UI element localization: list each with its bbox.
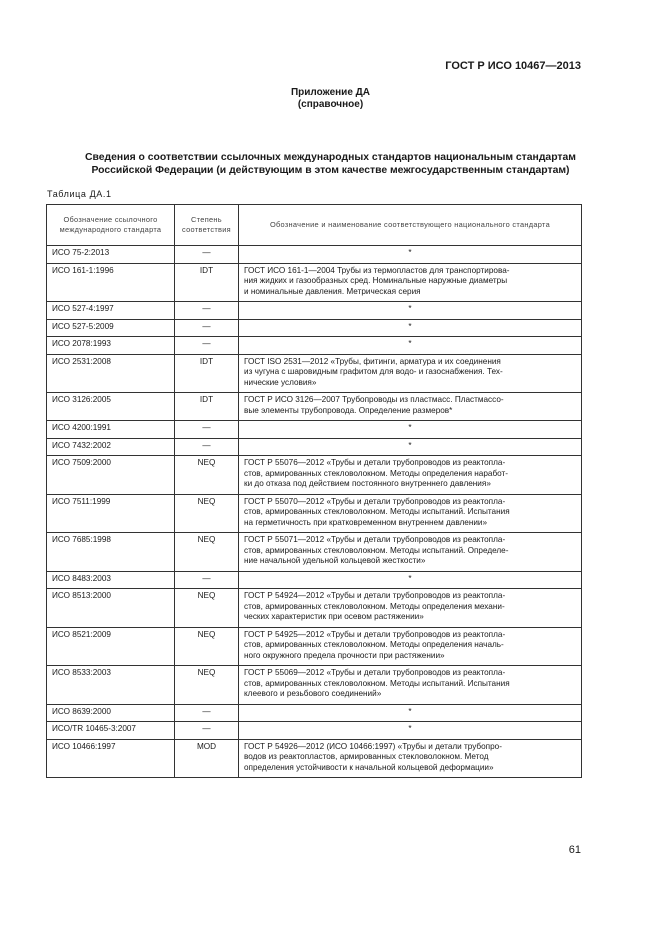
cell-line: * xyxy=(408,573,412,583)
table-row xyxy=(47,704,582,722)
cell-degree: NEQ xyxy=(175,589,239,628)
cell-degree: — xyxy=(175,302,239,320)
cell-degree: — xyxy=(175,246,239,264)
cell-line: стов, армированных стекловолокном. Методы определения началь- xyxy=(244,640,504,649)
cell-national-standard xyxy=(239,704,582,722)
cell-national-standard xyxy=(239,494,582,533)
document-id: ГОСТ Р ИСО 10467—2013 xyxy=(445,60,581,72)
cell-line: ГОСТ Р 54926—2012 (ИСО 10466:1997) «Трубы и детали трубопро- xyxy=(244,741,502,751)
column-header-national: Обозначение и наименование соответствующего национального стандарта xyxy=(239,205,582,246)
cell-national-standard xyxy=(239,246,582,264)
cell-degree: IDT xyxy=(175,393,239,421)
cell-line: водов из реактопластов, армированных стекловолокном. Метод xyxy=(244,752,489,761)
cell-international-standard: ИСО 527-4:1997 xyxy=(47,302,175,320)
table-row xyxy=(47,263,582,302)
cell-international-standard: ИСО 7685:1998 xyxy=(47,533,175,572)
table-row xyxy=(47,337,582,355)
cell-national-standard xyxy=(239,438,582,456)
cell-international-standard: ИСО 75-2:2013 xyxy=(47,246,175,264)
cell-national-standard xyxy=(239,319,582,337)
table-row xyxy=(47,739,582,778)
cell-degree: NEQ xyxy=(175,627,239,666)
cell-national-standard xyxy=(239,739,582,778)
cell-international-standard: ИСО 8533:2003 xyxy=(47,666,175,705)
table-row xyxy=(47,319,582,337)
cell-line: * xyxy=(408,248,412,257)
table-row xyxy=(47,533,582,572)
table-row xyxy=(47,494,582,533)
cell-national-standard xyxy=(239,456,582,495)
cell-line: на герметичность при кратковременном внутреннем давлении» xyxy=(244,517,488,527)
column-header-international: Обозначение ссылочного международного стандарта xyxy=(47,205,175,246)
table-row xyxy=(47,666,582,705)
cell-international-standard: ИСО 2531:2008 xyxy=(47,354,175,393)
cell-international-standard: ИСО 2078:1993 xyxy=(47,337,175,355)
cell-international-standard: ИСО 7432:2002 xyxy=(47,438,175,456)
cell-line: клеевого и резьбового соединений» xyxy=(244,689,382,698)
cell-degree: — xyxy=(175,704,239,722)
cell-line: * xyxy=(408,724,412,733)
table-row xyxy=(47,722,582,740)
table-row xyxy=(47,302,582,320)
section-heading-line: Сведения о соответствии ссылочных международных стандартов национальным стандартам xyxy=(85,152,576,163)
appendix-subtitle: (справочное) xyxy=(297,99,364,110)
cell-line: стов, армированных стекловолокном. Методы определения наработ- xyxy=(244,468,509,478)
cell-line: ГОСТ Р 55071—2012 «Трубы и детали трубопроводов из реактопла- xyxy=(244,535,506,544)
cell-national-standard xyxy=(239,393,582,421)
cell-degree: — xyxy=(175,421,239,439)
column-header-degree: Степень соответствия xyxy=(175,205,239,246)
page-number: 61 xyxy=(568,844,581,856)
cell-degree: MOD xyxy=(175,739,239,778)
table-row xyxy=(47,246,582,264)
cell-national-standard xyxy=(239,533,582,572)
cell-international-standard: ИСО 4200:1991 xyxy=(47,421,175,439)
table-row xyxy=(47,627,582,666)
cell-line: нические условия» xyxy=(244,377,317,387)
cell-line: стов, армированных стекловолокном. Методы испытаний. Определе- xyxy=(244,545,509,555)
table-row xyxy=(47,571,582,589)
cell-national-standard xyxy=(239,627,582,666)
cell-line: стов, армированных стекловолокном. Методы определения механи- xyxy=(244,601,505,611)
cell-international-standard: ИСО 10466:1997 xyxy=(47,739,175,778)
cell-line: ГОСТ Р 55070—2012 «Трубы и детали трубопроводов из реактопла- xyxy=(244,496,506,506)
cell-line: ческих характеристик при осевом растяжении» xyxy=(244,612,424,621)
cell-degree: — xyxy=(175,337,239,355)
cell-national-standard xyxy=(239,302,582,320)
cell-line: из чугуна с шаровидным графитом для водо- и газоснабжения. Тех- xyxy=(244,367,503,376)
cell-degree: IDT xyxy=(175,263,239,302)
table-row xyxy=(47,393,582,421)
cell-national-standard xyxy=(239,589,582,628)
cell-line: * xyxy=(408,304,412,313)
cell-national-standard xyxy=(239,722,582,740)
cell-international-standard: ИСО 8639:2000 xyxy=(47,704,175,722)
table-row xyxy=(47,438,582,456)
correspondence-table xyxy=(46,204,582,778)
cell-international-standard: ИСО 527-5:2009 xyxy=(47,319,175,337)
cell-line: ГОСТ Р ИСО 3126—2007 Трубопроводы из пластмасс. Пластмассо- xyxy=(244,395,504,404)
cell-international-standard: ИСО 8513:2000 xyxy=(47,589,175,628)
table-row xyxy=(47,456,582,495)
cell-line: ки до отказа под действием постоянного внутреннего давления» xyxy=(244,479,491,488)
cell-line: * xyxy=(408,423,412,432)
cell-line: и номинальные давления. Метрическая серия xyxy=(244,286,421,296)
cell-line: ГОСТ Р 55069—2012 «Трубы и детали трубопроводов из реактопла- xyxy=(244,668,506,677)
appendix-title-block xyxy=(0,87,661,111)
cell-international-standard: ИСО 161-1:1996 xyxy=(47,263,175,302)
cell-line: * xyxy=(408,440,412,450)
table-body xyxy=(47,246,582,778)
table-header-row xyxy=(47,205,582,246)
cell-line: ного окружного предела прочности при растяжении» xyxy=(244,650,445,660)
table-row xyxy=(47,589,582,628)
cell-national-standard xyxy=(239,263,582,302)
cell-international-standard: ИСО 8521:2009 xyxy=(47,627,175,666)
cell-line: стов, армированных стекловолокном. Методы испытаний. Испытания xyxy=(244,678,510,688)
appendix-title: Приложение ДА xyxy=(290,87,371,98)
cell-international-standard: ИСО 7509:2000 xyxy=(47,456,175,495)
cell-line: ние начальной удельной кольцевой жесткости» xyxy=(244,556,426,565)
cell-international-standard: ИСО 8483:2003 xyxy=(47,571,175,589)
cell-national-standard xyxy=(239,421,582,439)
cell-national-standard xyxy=(239,337,582,355)
cell-line: ГОСТ Р 54925—2012 «Трубы и детали трубопроводов из реактопла- xyxy=(244,629,506,639)
table-row xyxy=(47,354,582,393)
cell-line: * xyxy=(408,339,412,348)
cell-line: вые элементы трубопровода. Определение размеров* xyxy=(244,405,453,415)
cell-degree: NEQ xyxy=(175,494,239,533)
cell-national-standard xyxy=(239,571,582,589)
cell-degree: NEQ xyxy=(175,456,239,495)
cell-international-standard: ИСО/TR 10465-3:2007 xyxy=(47,722,175,740)
cell-line: ния жидких и газообразных сред. Номинальные наружные диаметры xyxy=(244,276,508,285)
cell-national-standard xyxy=(239,666,582,705)
cell-degree: NEQ xyxy=(175,666,239,705)
cell-line: ГОСТ ИСО 161-1—2004 Трубы из термопластов для транспортирова- xyxy=(244,265,510,275)
cell-degree: — xyxy=(175,319,239,337)
cell-line: * xyxy=(408,321,412,331)
table-caption: Таблица ДА.1 xyxy=(47,189,112,199)
cell-line: ГОСТ Р 54924—2012 «Трубы и детали трубопроводов из реактопла- xyxy=(244,591,506,600)
cell-national-standard xyxy=(239,354,582,393)
cell-degree: IDT xyxy=(175,354,239,393)
cell-degree: — xyxy=(175,571,239,589)
section-heading xyxy=(46,151,615,177)
cell-degree: — xyxy=(175,438,239,456)
cell-degree: — xyxy=(175,722,239,740)
cell-international-standard: ИСО 7511:1999 xyxy=(47,494,175,533)
cell-international-standard: ИСО 3126:2005 xyxy=(47,393,175,421)
cell-line: ГОСТ ISO 2531—2012 «Трубы, фитинги, арматура и их соединения xyxy=(244,356,501,366)
section-heading-line: Российской Федерации (и действующим в этом качестве межгосударственным стандартам) xyxy=(91,165,570,176)
cell-line: определения устойчивости к начальной кольцевой деформации» xyxy=(244,762,494,772)
cell-line: * xyxy=(408,706,412,716)
cell-line: ГОСТ Р 55076—2012 «Трубы и детали трубопроводов из реактопла- xyxy=(244,458,506,467)
table-row xyxy=(47,421,582,439)
cell-degree: NEQ xyxy=(175,533,239,572)
cell-line: стов, армированных стекловолокном. Методы испытаний. Испытания xyxy=(244,507,510,516)
